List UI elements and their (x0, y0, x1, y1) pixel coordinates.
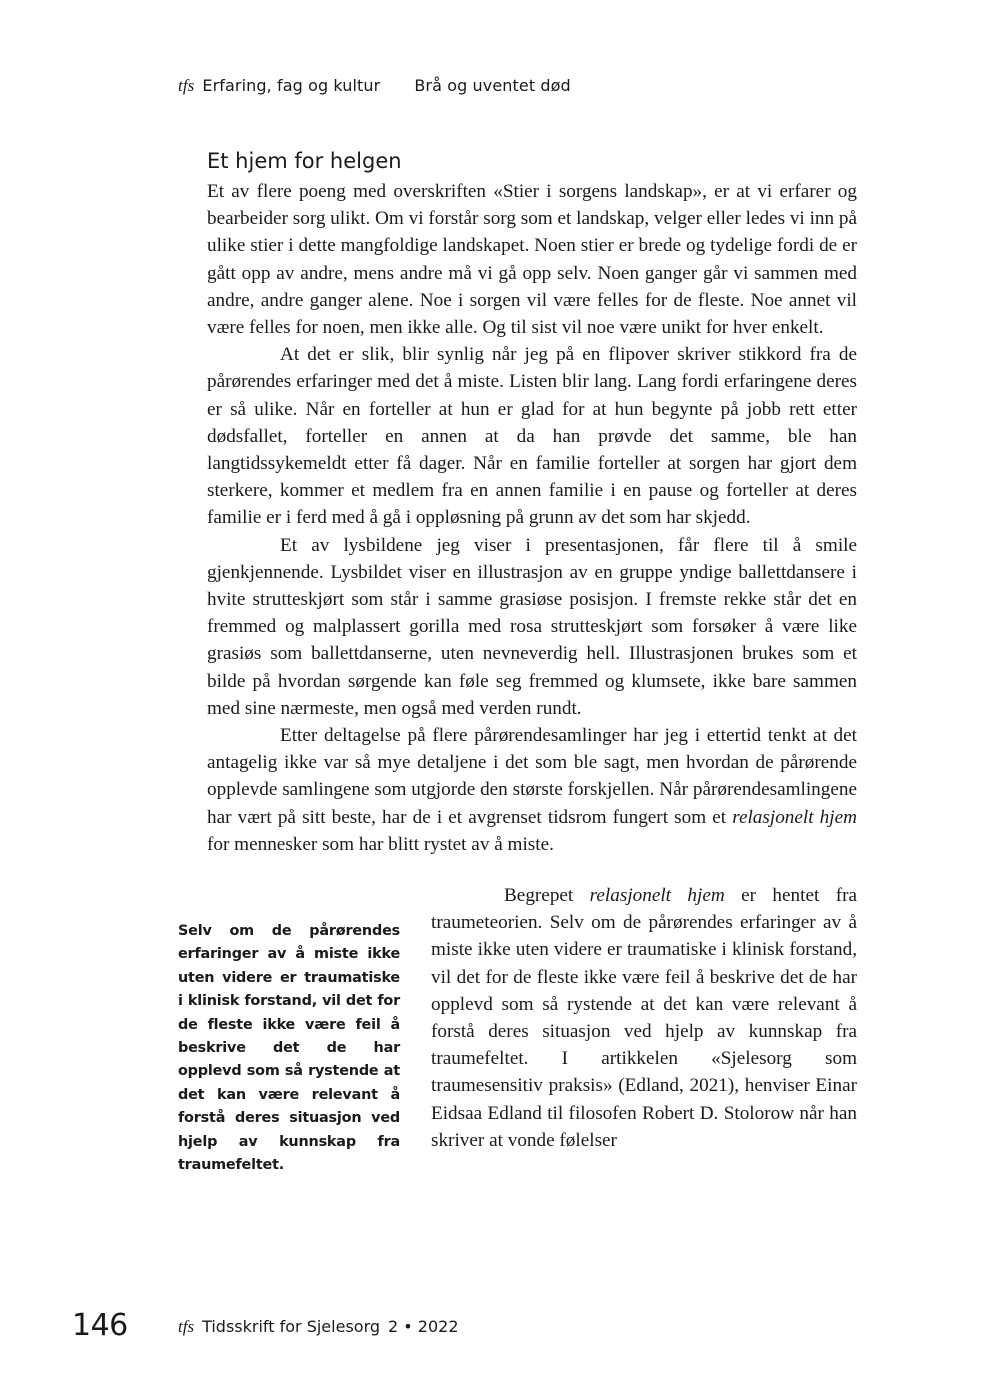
paragraph-5 (431, 882, 857, 1154)
paragraph-5-text-start: Begrepet (504, 885, 590, 906)
footer (178, 1317, 459, 1337)
paragraph-4-text-end: for mennesker som har blitt rystet av å miste. (207, 833, 554, 855)
paragraph-5-text-end: er hentet fra traumeteorien. Selv om de pårørendes erfaringer av å miste ikke uten videre er traumatiske i klinisk forstand, vil det for de fleste ikke være feil å beskrive det de har opplevd som så rystende at det kan være relevant å forstå deres situasjon ved hjelp av kunnskap fra traumefeltet. I artikkelen «Sjelesorg som traumesensitiv praksis» (Edland, 2021), henviser Einar Eidsaa Edland til filosofen Robert D. Stolorow når han skriver at vonde følelser (431, 885, 857, 1151)
article-heading: Et hjem for helgen (207, 149, 402, 173)
paragraph-5-emphasis: relasjonelt hjem (589, 885, 725, 906)
footer-journal-name: Tidsskrift for Sjelesorg (202, 1317, 381, 1336)
paragraph-4-emphasis: relasjonelt hjem (732, 806, 857, 828)
paragraph-1: Et av flere poeng med overskriften «Stier i sorgens landskap», er at vi erfarer og bearbeider sorg ulikt. Om vi forstår sorg som et landskap, velger eller ledes vi inn på ulike stier i dette mangfoldige landskapet. Noen stier er brede og tydelige fordi de er gått opp av andre, mens andre må vi gå opp selv. Noen ganger går vi sammen med andre, andre ganger alene. Noe i sorgen vil være felles for de fleste. Noe annet vil være felles for noen, men ikke alle. Og til sist vil noe være unikt for hver enkelt. (207, 181, 857, 339)
running-head (178, 76, 571, 96)
paragraph-4-text-start: Etter deltagelse på flere pårørendesamlinger har jeg i ettertid tenkt at det antagelig ikke var så mye detaljene i det som ble sagt, men hvordan de pårørende opplevde samlingene som utgjorde den største forskjellen. Når pårørendesamlingene har vært på sitt beste, har de i et avgrenset tidsrom fungert som et (207, 725, 857, 828)
page-number: 146 (72, 1308, 128, 1343)
paragraph-3: Et av lysbildene jeg viser i presentasjonen, får flere til å smile gjenkjennende. Lysbildet viser en illustrasjon av en gruppe yndige ballettdansere i hvite strutteskjørt som står i samme grasiøse posisjon. I fremste rekke står det en fremmed og malplassert gorilla med rosa strutteskjørt som forsøker å være like grasiøs som ballettdanserne, uten nevneverdig hell. Illustrasjonen brukes som et bilde på hvordan sørgende kan føle seg fremmed og klumsete, ikke bare sammen med sine nærmeste, men også med verden rundt. (207, 534, 857, 719)
footer-issue: 2 • 2022 (388, 1317, 459, 1336)
running-head-section: Erfaring, fag og kultur (202, 76, 381, 95)
running-head-journal-abbr: tfs (178, 76, 195, 95)
footer-journal-abbr: tfs (178, 1317, 195, 1336)
article-body (207, 178, 857, 858)
pull-quote: Selv om de pårørendes erfaringer av å miste ikke uten videre er traumatiske i klinisk forstand, vil det for de fleste ikke være feil å beskrive det de har opplevd som så rystende at det kan være relevant å forstå deres situasjon ved hjelp av kunnskap fra traumefeltet. (178, 923, 400, 1174)
paragraph-2: At det er slik, blir synlig når jeg på en flipover skriver stikkord fra de pårørendes erfaringer med det å miste. Listen blir lang. Lang fordi erfaringene deres er så ulike. Når en forteller at hun er glad for at hun begynte på jobb rett etter dødsfallet, forteller en annen at da han prøvde det samme, ble han langtidssykemeldt etter få dager. Når en familie forteller at sorgen har gjort dem sterkere, kommer et medlem fra en annen familie i en pause og forteller at deres familie er i ferd med å gå i oppløsning på grunn av det som har skjedd. (207, 344, 857, 529)
paragraph-4 (207, 722, 857, 858)
running-head-article: Brå og uventet død (414, 76, 571, 95)
